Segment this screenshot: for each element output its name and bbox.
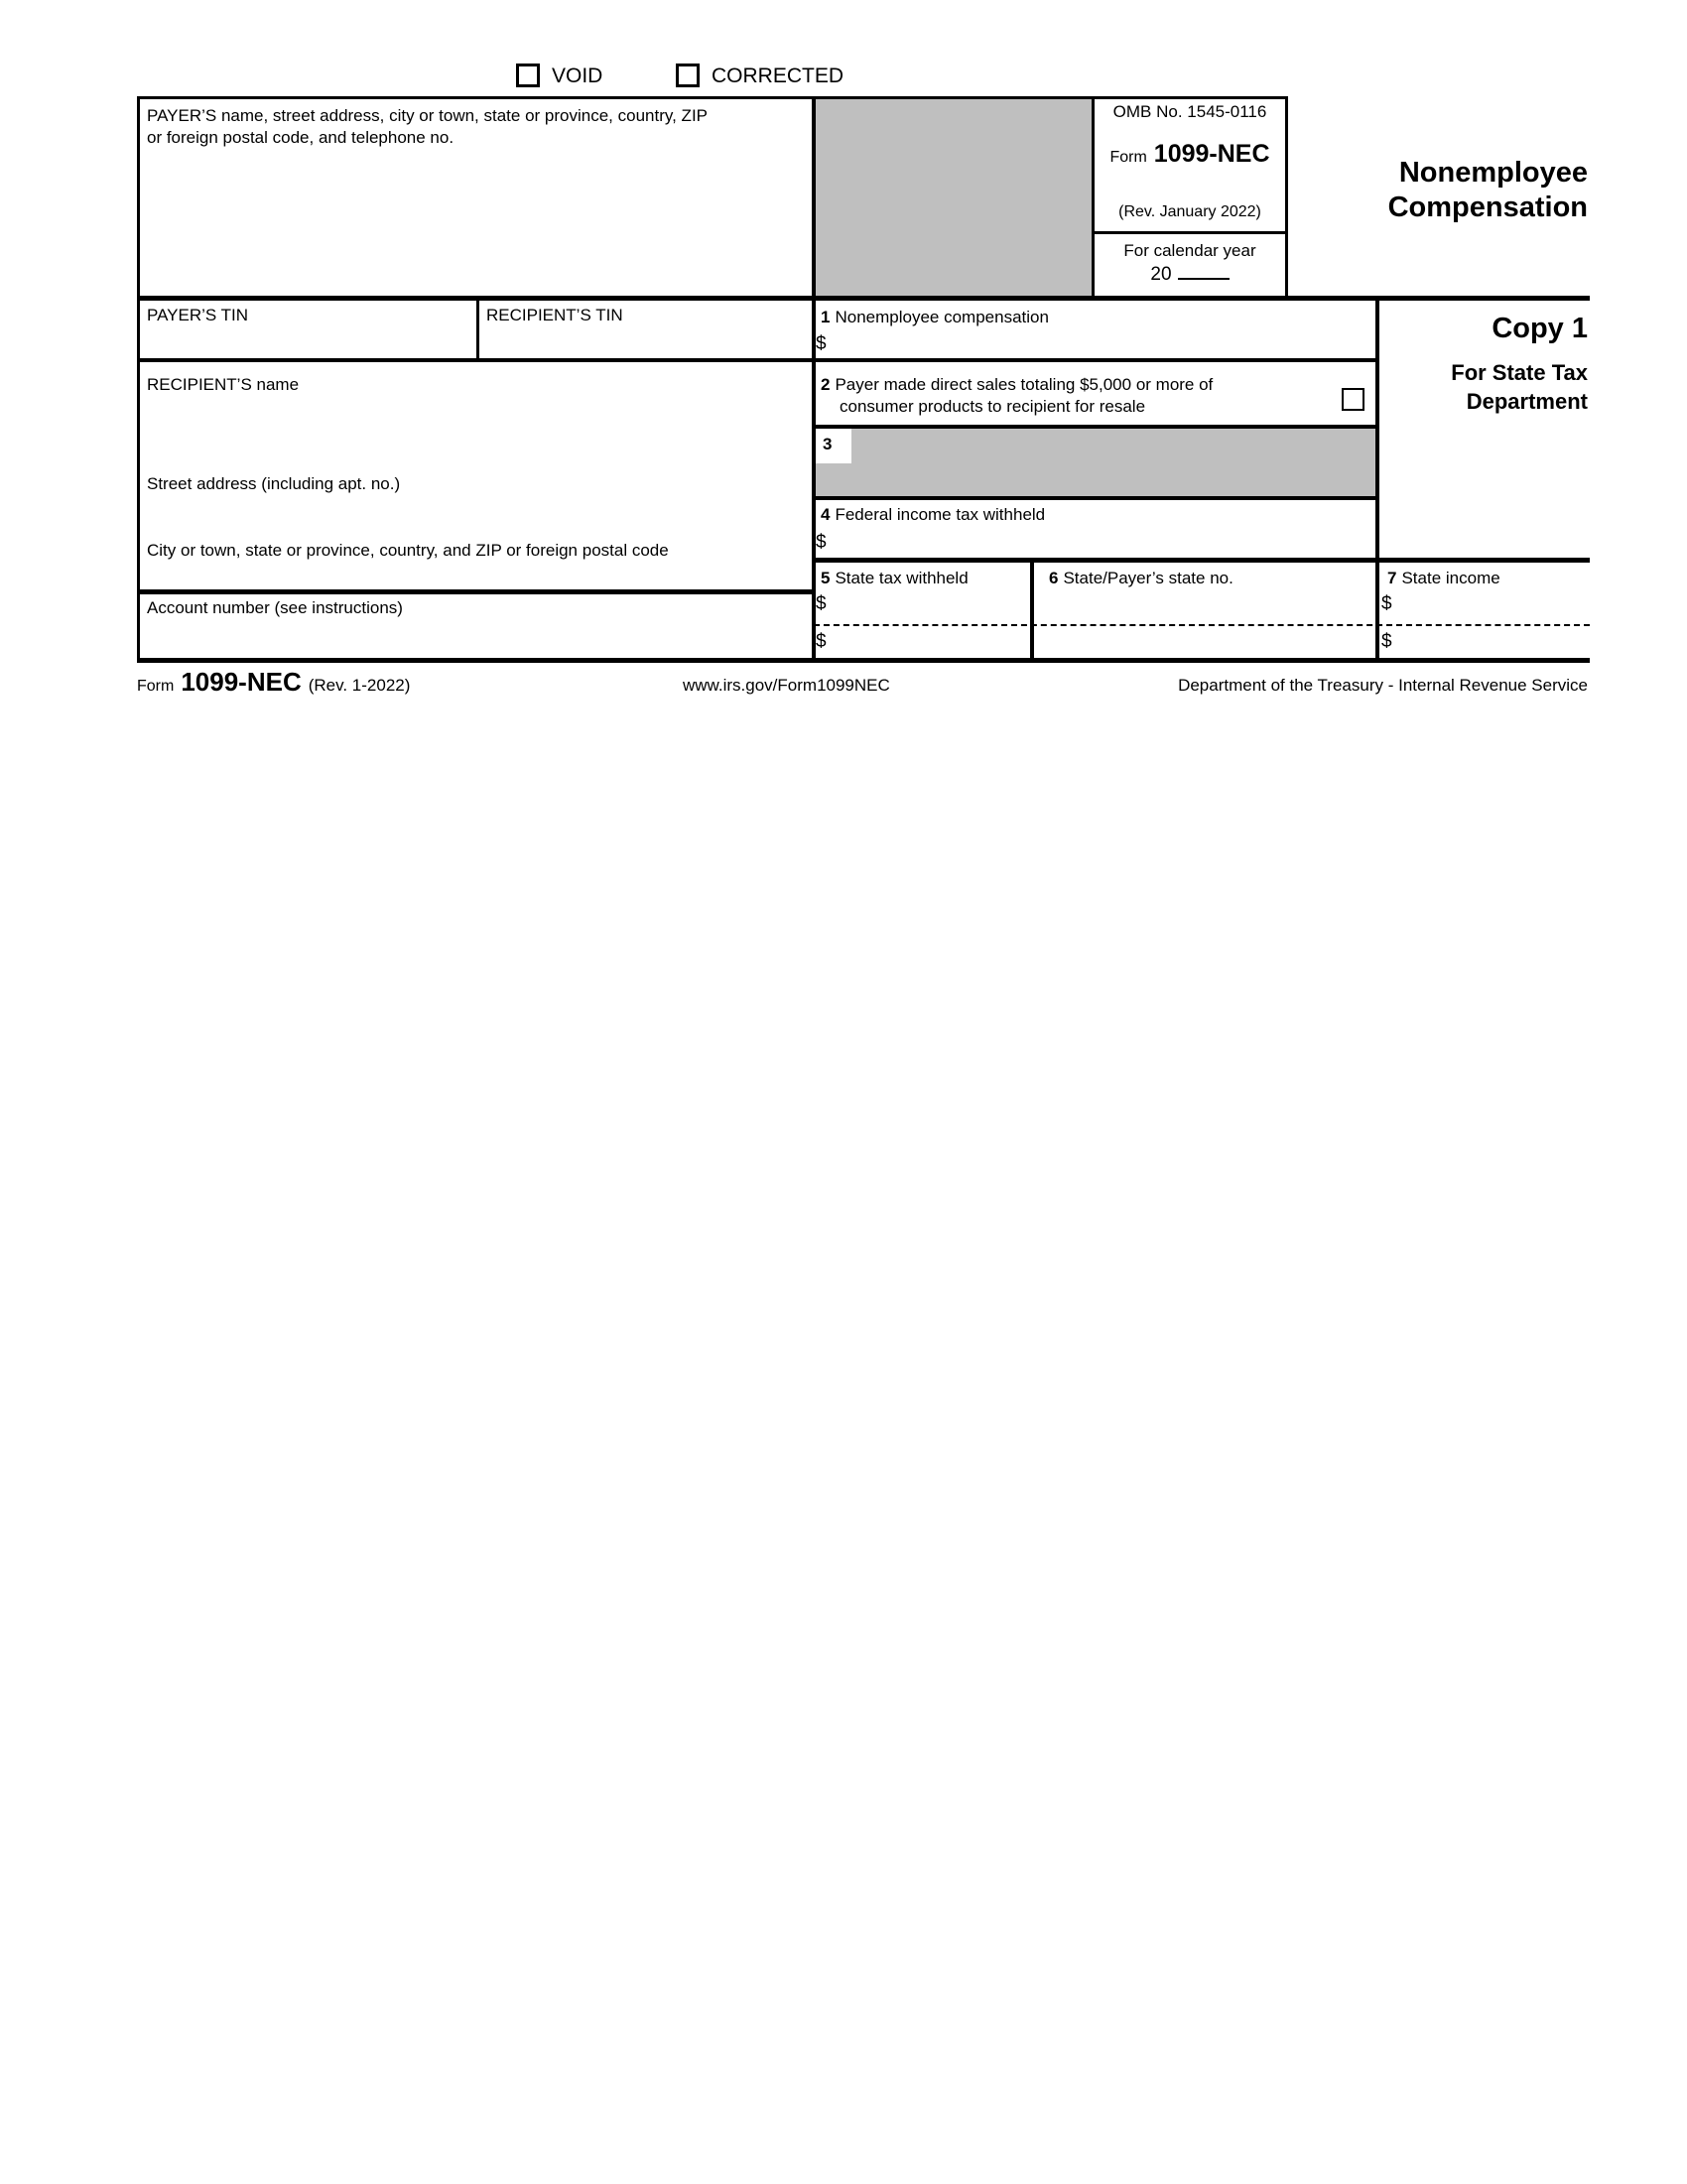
box5-dollar-sign-2: $ [816,631,827,652]
payer-info-label-line1: PAYER’S name, street address, city or town, state or province, country, ZIP [147,106,709,125]
box6-label-text: State/Payer’s state no. [1063,569,1233,587]
box2-label-line1: Payer made direct sales totaling $5,000 or more of [835,375,1214,394]
form-left-border [137,96,140,663]
form-number-label: 1099-NEC [1153,140,1270,168]
box4-number: 4 [821,505,831,524]
box5-label [821,568,969,589]
box3-number-tab [815,429,851,463]
city-label: City or town, state or province, country, and ZIP or foreign postal code [147,541,669,560]
revision-label: (Rev. January 2022) [1118,203,1261,220]
box2-label [821,374,1213,419]
omb-number-label: OMB No. 1545-0116 [1112,102,1267,121]
box1-amount-input-area[interactable] [839,329,1374,357]
box2-number: 2 [821,375,831,394]
box1-label-text: Nonemployee compensation [835,308,1049,326]
recipient-tin-label: RECIPIENT’S TIN [486,306,623,324]
box7-dollar-sign-2: $ [1381,631,1392,652]
recipient-name-label: RECIPIENT’S name [147,375,300,394]
box3-number: 3 [823,435,833,453]
payer-tin-label: PAYER’S TIN [147,306,249,324]
tin-column-divider [476,298,479,359]
payer-info-label [147,105,708,150]
corrected-label: CORRECTED [712,64,844,87]
calendar-year-blank[interactable] [1178,264,1230,280]
copy-label: Copy 1 [1492,313,1588,344]
state-row-dashed-rule [814,624,1590,626]
street-address-label: Street address (including apt. no.) [147,474,401,493]
calendar-year-row [1095,264,1285,286]
box7-label-text: State income [1401,569,1500,587]
box2-label-line2: consumer products to recipient for resale [840,397,1146,417]
box3-shaded-area [812,429,1377,496]
box7-label [1387,568,1500,589]
box1-dollar-sign: $ [816,333,827,354]
box3-bottom-rule [812,496,1379,500]
form-word-label: Form [1109,149,1147,166]
payer-info-label-line2: or foreign postal code, and telephone no. [147,128,454,148]
recipient-name-input-area[interactable] [140,397,809,466]
box7-dollar-sign-1: $ [1381,593,1392,614]
box7-amount2-input-area[interactable] [1401,629,1588,655]
box5-amount2-input-area[interactable] [839,629,1027,655]
box1-number: 1 [821,308,831,326]
box4-dollar-sign: $ [816,532,827,553]
footer-revision: (Rev. 1-2022) [308,676,411,695]
box4-label [821,504,1045,526]
state-row-top-rule [812,558,1590,563]
box5-number: 5 [821,569,831,587]
footer-form-number: 1099-NEC [181,667,302,697]
footer-form-word: Form [137,678,175,695]
form-top-border [137,96,1288,99]
box6-number: 6 [1049,569,1059,587]
void-checkbox[interactable] [516,64,540,87]
copy-for-line2: Department [1466,389,1588,415]
copy-for-line1: For State Tax [1451,360,1588,385]
form-bottom-border [137,658,1590,663]
void-label: VOID [552,64,603,87]
form-title-line2: Compensation [1387,191,1588,223]
corrected-checkbox[interactable] [676,64,700,87]
account-number-label: Account number (see instructions) [147,598,403,617]
box4-amount-input-area[interactable] [839,529,1374,557]
footer-department: Department of the Treasury - Internal Revenue Service [1178,676,1588,695]
box6-label [1049,568,1233,589]
tin-row-bottom-rule [137,358,1379,362]
form-title-line1: Nonemployee [1398,157,1588,189]
box1-label [821,307,1049,328]
box6-state-no-input-area[interactable] [1037,591,1372,653]
calendar-year-prefix: 20 [1150,264,1172,285]
form-title [1240,156,1588,225]
omb-box-divider [1092,231,1287,234]
box5-amount1-input-area[interactable] [839,591,1027,621]
shaded-header-box [812,96,1092,298]
payer-tin-input-area[interactable] [140,327,473,357]
middle-right-column-divider [1375,298,1379,663]
box7-number: 7 [1387,569,1397,587]
footer-url: www.irs.gov/Form1099NEC [683,676,890,695]
account-number-input-area[interactable] [140,620,809,656]
city-input-area[interactable] [140,562,809,587]
box5-box6-divider [1030,558,1034,663]
copy-for-label [1340,358,1588,417]
box5-label-text: State tax withheld [835,569,969,587]
street-address-input-area[interactable] [140,496,809,536]
left-middle-column-divider [812,96,816,663]
footer-form-id [137,667,410,698]
payer-info-input-area[interactable] [140,159,809,296]
header-bottom-rule [137,296,1590,301]
box5-dollar-sign-1: $ [816,593,827,614]
box2-bottom-rule [812,425,1379,429]
box4-label-text: Federal income tax withheld [835,505,1046,524]
recipient-tin-input-area[interactable] [479,327,809,357]
calendar-year-label: For calendar year [1123,241,1256,260]
account-box-top-rule [137,589,816,594]
box7-amount1-input-area[interactable] [1401,591,1588,621]
